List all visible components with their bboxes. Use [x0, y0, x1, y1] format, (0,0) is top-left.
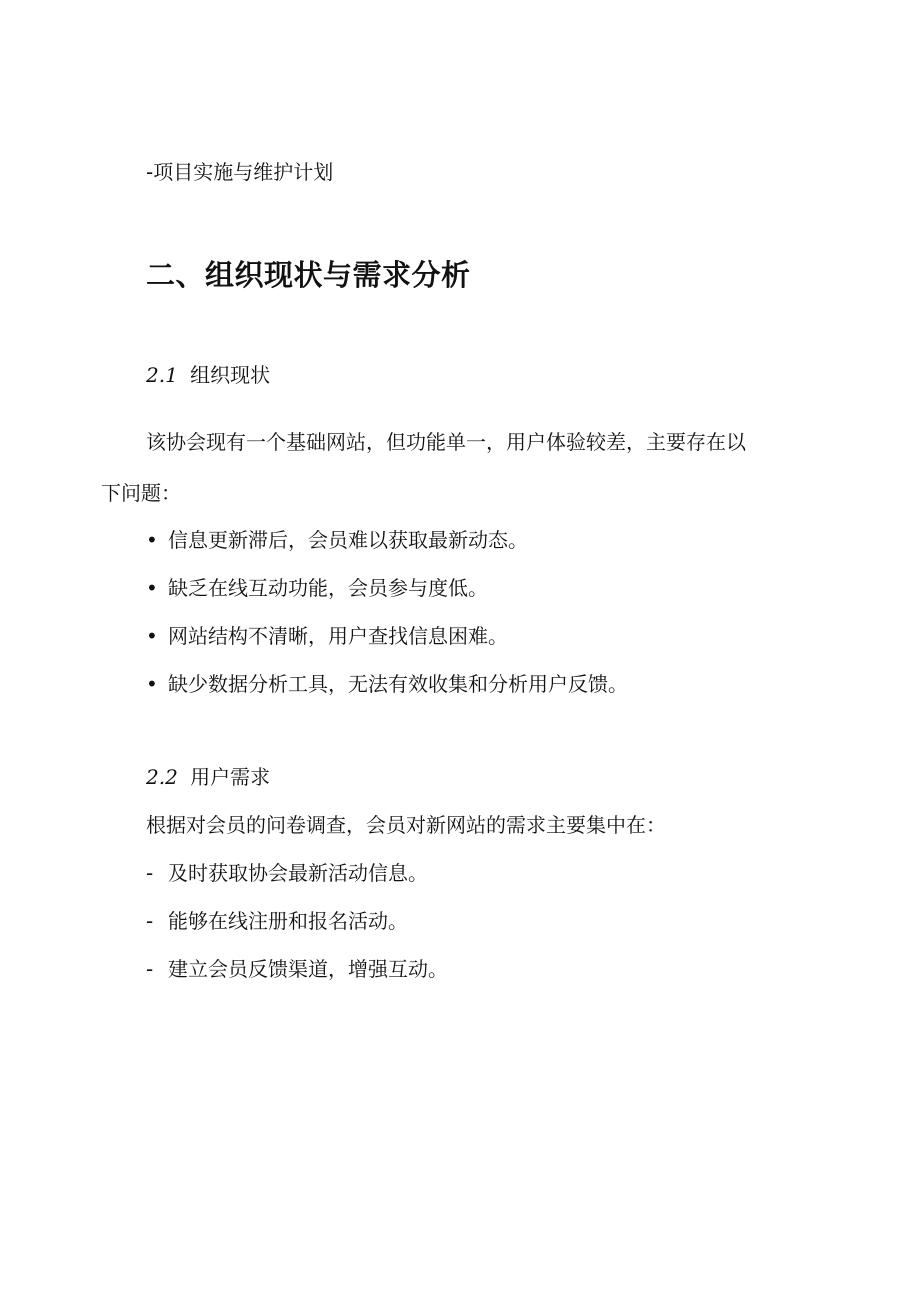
- paragraph-line: 下问题：: [101, 481, 181, 505]
- bullet-icon: •: [146, 624, 158, 648]
- bullet-item: [146, 526, 528, 554]
- section-heading: 二、组织现状与需求分析: [146, 258, 471, 292]
- bullet-item: [146, 574, 488, 602]
- subsection-1-title: 组织现状: [190, 363, 271, 387]
- bullet-text: 信息更新滞后，会员难以获取最新动态。: [168, 528, 528, 552]
- dash-item-text: 建立会员反馈渠道，增强互动。: [168, 957, 448, 981]
- dash-item: [146, 859, 428, 887]
- bullet-text: 缺少数据分析工具，无法有效收集和分析用户反馈。: [168, 672, 628, 696]
- dash-icon: -: [146, 861, 154, 885]
- dash-item: [146, 955, 448, 983]
- dash-icon: -: [146, 909, 154, 933]
- paragraph-line: 该协会现有一个基础网站，但功能单一，用户体验较差，主要存在以: [146, 430, 746, 454]
- subsection-1-heading: [146, 361, 270, 389]
- bullet-item: [146, 622, 508, 650]
- subsection-2-heading: [146, 763, 270, 791]
- paragraph-line: 根据对会员的问卷调查，会员对新网站的需求主要集中在：: [146, 813, 666, 837]
- subsection-2-title: 用户需求: [190, 765, 271, 789]
- bullet-text: 缺乏在线互动功能，会员参与度低。: [168, 576, 488, 600]
- intro-list-item: -项目实施与维护计划: [146, 160, 334, 184]
- dash-icon: -: [146, 957, 154, 981]
- bullet-icon: •: [146, 528, 158, 552]
- subsection-1-number: 2.1: [146, 363, 178, 387]
- bullet-item: [146, 670, 628, 698]
- bullet-icon: •: [146, 576, 158, 600]
- bullet-icon: •: [146, 672, 158, 696]
- subsection-2-number: 2.2: [146, 765, 178, 789]
- dash-item-text: 能够在线注册和报名活动。: [168, 909, 408, 933]
- dash-item-text: 及时获取协会最新活动信息。: [168, 861, 428, 885]
- dash-item: [146, 907, 408, 935]
- bullet-text: 网站结构不清晰，用户查找信息困难。: [168, 624, 508, 648]
